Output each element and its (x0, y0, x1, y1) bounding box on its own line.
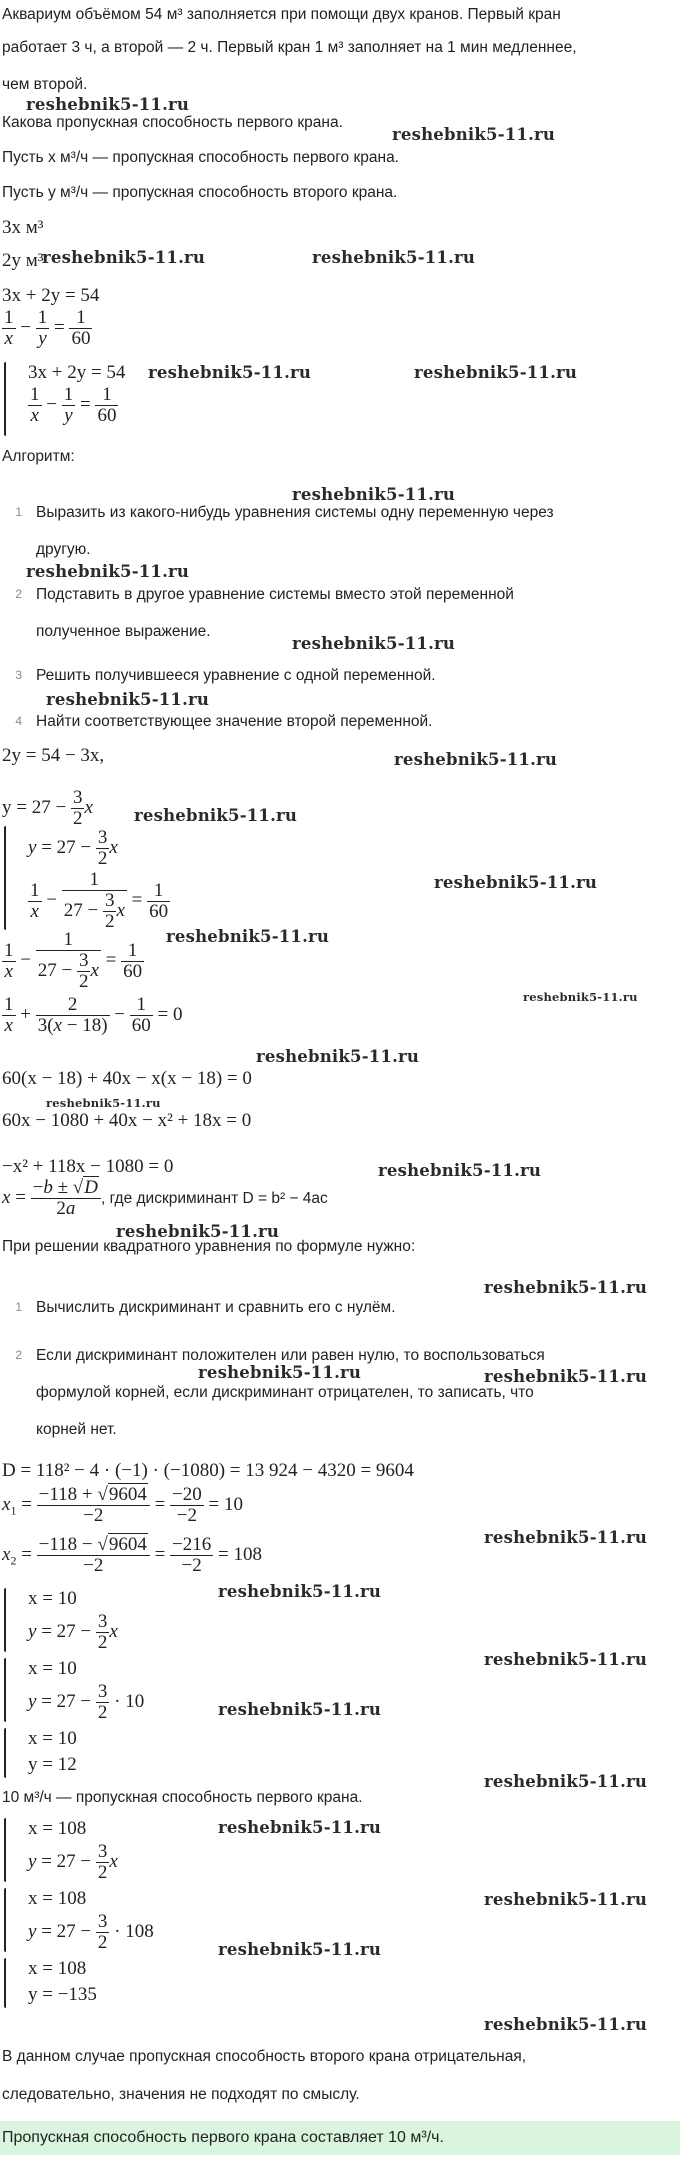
system-brace (4, 1888, 6, 1952)
watermark: reshebnik5-11.ru (148, 363, 312, 382)
watermark: reshebnik5-11.ru (42, 248, 206, 267)
quadratic-formula: x = $\frac{-b \pm √D}{2a}$ , где дискриминант D = b² − 4ac (2, 1177, 328, 1219)
watermark: reshebnik5-11.ru (116, 1222, 280, 1241)
step-text: Решить получившееся уравнение с одной переменной. (36, 667, 436, 684)
watermark: reshebnik5-11.ru (484, 2015, 648, 2034)
system-x108-final: x = 108 (28, 1958, 87, 1979)
step-number: 3 (15, 668, 22, 682)
watermark: reshebnik5-11.ru (256, 1047, 420, 1066)
watermark: reshebnik5-11.ru (26, 562, 190, 581)
root-x1-value: = 10 (208, 1493, 243, 1515)
watermark: reshebnik5-11.ru (218, 1700, 382, 1719)
step-number: 2 (15, 587, 22, 601)
step-text: другую. (36, 541, 91, 558)
step-text: Если дискриминант положителен или равен нулю, то воспользоваться (36, 1347, 545, 1364)
watermark: reshebnik5-11.ru (292, 485, 456, 504)
step-number: 2 (15, 1348, 22, 1362)
problem-line-2: работает 3 ч, а второй — 2 ч. Первый кран 1 м³ заполняет на 1 мин медленнее, (2, 39, 577, 56)
system-y-negative: y = −135 (28, 1984, 97, 2005)
watermark: reshebnik5-11.ru (484, 1528, 648, 1547)
system-x108: x = 108 (28, 1888, 87, 1909)
step-text: Вычислить дискриминант и сравнить его с нулём. (36, 1299, 396, 1316)
root-x1: $x_1$ = $\frac{-118 + √9604}{-2}$ = $\frac{-20}{-2}$ = 10 (2, 1484, 243, 1526)
answer-text: Пропускная способность первого крана составляет 10 м³/ч. (2, 2129, 444, 2146)
system-substituted: $\frac{1}{x}$ − 1 27 − $\frac{3}{2}$ x = $\frac{1}{60}$ (30, 869, 169, 932)
system-brace (4, 1958, 6, 2008)
step-text: Найти соответствующее значение второй переменной. (36, 713, 433, 730)
quadratic-intro: При решении квадратного уравнения по формуле нужно: (2, 1238, 416, 1255)
system-brace (4, 1658, 6, 1722)
equation-expanded-2: 60x − 1080 + 40x − x² + 18x = 0 (2, 1110, 252, 1131)
step-number: 1 (15, 505, 22, 519)
let-y: Пусть y м³/ч — пропускная способность второго крана. (2, 184, 398, 201)
volume-first: 3x м³ (2, 217, 44, 238)
equation-1: 3x + 2y = 54 (2, 285, 100, 306)
watermark: reshebnik5-11.ru (484, 1890, 648, 1909)
watermark: reshebnik5-11.ru (312, 248, 476, 267)
watermark: reshebnik5-11.ru (484, 1278, 648, 1297)
watermark: reshebnik5-11.ru (394, 750, 558, 769)
watermark: reshebnik5-11.ru (434, 873, 598, 892)
equation-transformed: $\frac{1}{x}$ + $\frac{2}{3(x - 18)}$ − $\frac{1}{60}$ = 0 (4, 994, 183, 1036)
system-x10: x = 10 (28, 1588, 77, 1609)
watermark: reshebnik5-11.ru (218, 1818, 382, 1837)
watermark: reshebnik5-11.ru (26, 95, 190, 114)
step-text: Выразить из какого-нибудь уравнения системы одну переменную через (36, 504, 554, 521)
system-y12: y = 12 (28, 1754, 77, 1775)
volume-second: 2y м³ (2, 250, 44, 271)
root-x2: $x_2$ = $\frac{-118 - √9604}{-2}$ = $\frac{-216}{-2}$ = 108 (2, 1534, 262, 1576)
system-y-expression: y = 27 − $\frac{3}{2}$ x (28, 827, 118, 869)
step-text: формулой корней, если дискриминант отрицателен, то записать, что (36, 1384, 534, 1401)
system-x10-final: x = 10 (28, 1728, 77, 1749)
watermark: reshebnik5-11.ru (292, 634, 456, 653)
equation-2: $\frac{1}{x}$ − $\frac{1}{y}$ = $\frac{1}{60}$ (4, 307, 91, 349)
step-text: полученное выражение. (36, 623, 211, 640)
system-brace (4, 1588, 6, 1652)
discriminant-calc: D = 118² − 4 · (−1) · (−1080) = 13 924 − 4320 = 9604 (2, 1460, 414, 1481)
express-y: y = 27 − $\frac{3}{2}$ x (2, 787, 93, 829)
system-eq-2: $\frac{1}{x}$ − $\frac{1}{y}$ = $\frac{1}{60}$ (30, 384, 117, 426)
algorithm-title: Алгоритм: (2, 448, 75, 465)
watermark: reshebnik5-11.ru (198, 1363, 362, 1382)
watermark: reshebnik5-11.ru (414, 363, 578, 382)
watermark: reshebnik5-11.ru (218, 1940, 382, 1959)
system-y-expr: y = 27 − $\frac{3}{2}$ x (28, 1611, 118, 1653)
watermark: reshebnik5-11.ru (484, 1772, 648, 1791)
step-text: корней нет. (36, 1421, 117, 1438)
system-brace (4, 362, 6, 436)
problem-line-3: чем второй. (2, 76, 88, 93)
express-y-prefix: y = 27 − (2, 796, 71, 818)
quadratic-equation: −x² + 118x − 1080 = 0 (2, 1156, 174, 1177)
step-text: Подставить в другое уравнение системы вместо этой переменной (36, 586, 514, 603)
discriminant-note: , где дискриминант D = b² − 4ac (100, 1189, 328, 1207)
first-rate: 10 м³/ч — пропускная способность первого крана. (2, 1789, 363, 1806)
watermark: reshebnik5-11.ru (46, 690, 210, 709)
system-eq-1: 3x + 2y = 54 (28, 362, 126, 383)
system-y-calc: y = 27 − $\frac{3}{2}$ · 10 (28, 1681, 145, 1723)
watermark: reshebnik5-11.ru (378, 1161, 542, 1180)
step-number: 4 (15, 714, 22, 728)
step-number: 1 (15, 1300, 22, 1314)
watermark: reshebnik5-11.ru (134, 806, 298, 825)
watermark: reshebnik5-11.ru (166, 927, 330, 946)
system-brace (4, 1818, 6, 1882)
system-y-expr: y = 27 − $\frac{3}{2}$ x (28, 1841, 118, 1883)
watermark: reshebnik5-11.ru (484, 1367, 648, 1386)
negative-note-2: следовательно, значения не подходят по смыслу. (2, 2086, 360, 2103)
watermark: reshebnik5-11.ru (484, 1650, 648, 1669)
equation-expanded-1: 60(x − 18) + 40x − x(x − 18) = 0 (2, 1068, 252, 1089)
question: Какова пропускная способность первого крана. (2, 114, 343, 131)
let-x: Пусть x м³/ч — пропускная способность первого крана. (2, 149, 399, 166)
watermark: reshebnik5-11.ru (392, 125, 556, 144)
express-2y: 2y = 54 − 3x, (2, 745, 105, 766)
system-brace (4, 1728, 6, 1778)
negative-note-1: В данном случае пропускная способность второго крана отрицательная, (2, 2048, 527, 2065)
watermark: reshebnik5-11.ru (46, 1096, 161, 1110)
watermark: reshebnik5-11.ru (218, 1582, 382, 1601)
system-x108: x = 108 (28, 1818, 87, 1839)
problem-line-1: Аквариум объёмом 54 м³ заполняется при помощи двух кранов. Первый кран (2, 6, 561, 23)
root-x2-value: = 108 (218, 1543, 262, 1565)
system-y-calc: y = 27 − $\frac{3}{2}$ · 108 (28, 1911, 154, 1953)
equation-substituted: $\frac{1}{x}$ − 1 27 − $\frac{3}{2}$ x = $\frac{1}{60}$ (4, 929, 143, 992)
system-x10: x = 10 (28, 1658, 77, 1679)
watermark: reshebnik5-11.ru (523, 990, 638, 1004)
system-brace (4, 826, 6, 930)
